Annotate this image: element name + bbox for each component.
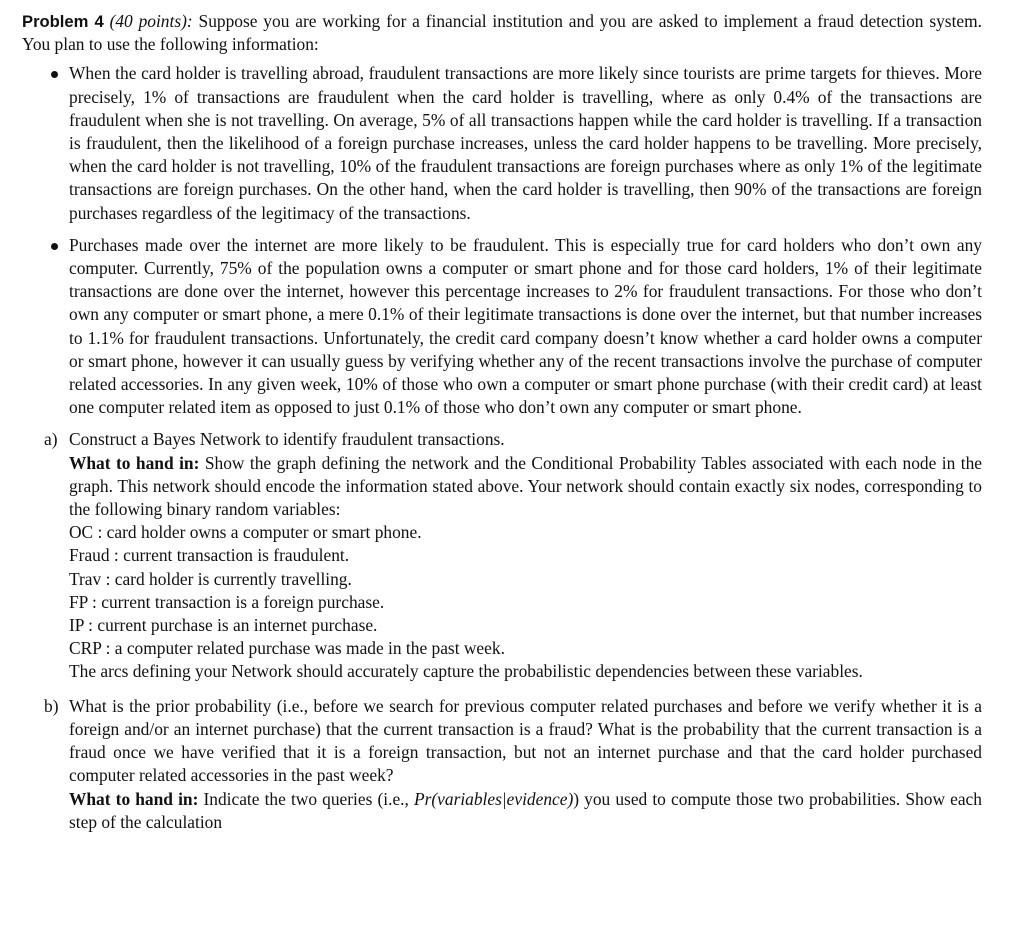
part-b-hand-in — [69, 788, 982, 834]
info-bullet-list — [22, 62, 982, 419]
variable-fraud: Fraud : current transaction is fraudulent. — [69, 545, 350, 566]
part-a-hand-in-label: What to hand in: — [69, 452, 200, 473]
variable-ip: IP : current purchase is an internet purchase. — [69, 615, 378, 636]
list-item — [22, 62, 982, 224]
part-a-closing: The arcs defining your Network should accurately capture the probabilistic dependencies between these variables. — [69, 661, 863, 682]
problem-points: (40 points): — [109, 11, 193, 31]
part-b-label: b) — [44, 695, 59, 716]
question-parts — [22, 428, 982, 833]
part-a-label: a) — [44, 429, 58, 450]
part-a-hand-in — [69, 452, 982, 522]
problem-heading: Problem 4 — [22, 12, 104, 31]
variable-trav: Trav : card holder is currently travelling. — [69, 568, 352, 589]
part-b-question: What is the prior probability (i.e., before we search for previous computer related purchases and before we verify whether it is a foreign and/or an internet purchase) that the current transaction is a fraud? What is the probability that the current transaction is a fraud once we have verified that it is a foreign transaction, but not an internet purchase and that the card holder purchased computer related accessories in the past week? — [69, 695, 982, 786]
bullet-icon — [51, 71, 58, 78]
bullet-travel-text: When the card holder is travelling abroad, fraudulent transactions are more likely since tourists are prime targets for thieves. More precisely, 1% of transactions are fraudulent when the card holder is travelling, where as only 0.4% of the transactions are fraudulent when she is not travelling. On average, 5% of all transactions happen while the card holder is travelling. If a transaction is fraudulent, then the likelihood of a foreign purchase increases, unless the card holder happens to be travelling. More precisely, when the card holder is not travelling, 10% of the fraudulent transactions are foreign purchases where as only 1% of the legitimate transactions are foreign purchases. On the other hand, when the card holder is travelling, then 90% of the transactions are foreign purchases regardless of the legitimacy of the transactions. — [69, 63, 982, 223]
part-b-hand-in-pre: Indicate the two queries (i.e., — [203, 788, 409, 809]
part-b-hand-in-label: What to hand in: — [69, 788, 199, 809]
query-formula: Pr(variables|evidence) — [413, 788, 574, 809]
variable-fp: FP : current transaction is a foreign purchase. — [69, 591, 385, 612]
list-item — [22, 234, 982, 420]
bullet-icon — [51, 243, 58, 250]
part-b — [22, 695, 982, 834]
part-a — [22, 428, 982, 683]
problem-intro-text: Suppose you are working for a financial institution and you are asked to implement a fraud detection system. You plan to use the following information: — [22, 11, 982, 55]
variable-crp: CRP : a computer related purchase was made in the past week. — [69, 638, 505, 659]
variable-oc: OC : card holder owns a computer or smart phone. — [69, 522, 422, 543]
bullet-internet-text: Purchases made over the internet are more likely to be fraudulent. This is especially true for card holders who don’t own any computer. Currently, 75% of the population owns a computer or smart phone and for those card holders, 1% of their legitimate transactions are done over the internet, however this percentage increases to 2% for fraudulent transactions. For those who don’t own any computer or smart phone, a mere 0.1% of their legitimate transactions is done over the internet, but that number increases to 1.1% for fraudulent transactions. Unfortunately, the credit card company doesn’t know whether a card holder owns a computer or smart phone, however it can usually guess by verifying whether any of the recent transactions involve the purchase of computer related accessories. In any given week, 10% of those who own a computer or smart phone purchase (with their credit card) at least one computer related item as opposed to just 0.1% of those who don’t own any computer or smart phone. — [69, 234, 982, 418]
part-a-task: Construct a Bayes Network to identify fraudulent transactions. — [69, 429, 505, 450]
problem-intro — [22, 10, 982, 56]
part-a-hand-in-text: Show the graph defining the network and the Conditional Probability Tables associated with each node in the graph. This network should encode the information stated above. Your network should contain exactly six nodes, corresponding to the following binary random variables: — [69, 452, 982, 520]
part-b-hand-in-post: ) you used to compute those two probabilities. Show each step of the calculation — [69, 788, 982, 832]
